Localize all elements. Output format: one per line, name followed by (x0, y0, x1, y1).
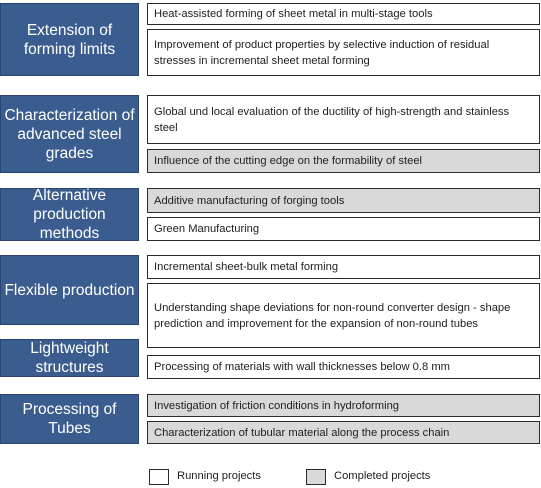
project-tubular-material-characterization: Characterization of tubular material along the process chain (147, 421, 540, 444)
legend-label-completed: Completed projects (334, 470, 431, 482)
project-incremental-sheet-bulk-forming: Incremental sheet-bulk metal forming (147, 255, 540, 279)
category-characterization-of-advanced-steel-grades: Characterization of advanced steel grades (0, 95, 139, 173)
category-alternative-production-methods: Alternative production methods (0, 188, 139, 241)
project-heat-assisted-forming: Heat-assisted forming of sheet metal in multi-stage tools (147, 3, 540, 25)
category-lightweight-structures: Lightweight structures (0, 339, 139, 377)
legend-label-running: Running projects (177, 470, 261, 482)
legend-swatch-completed (306, 469, 326, 485)
category-extension-of-forming-limits: Extension of forming limits (0, 3, 139, 76)
project-additive-manufacturing-forging-tools: Additive manufacturing of forging tools (147, 188, 540, 213)
project-green-manufacturing: Green Manufacturing (147, 217, 540, 241)
project-thin-wall-materials: Processing of materials with wall thicknesses below 0.8 mm (147, 355, 540, 379)
project-ductility-evaluation: Global und local evaluation of the ductility of high-strength and stainless steel (147, 95, 540, 144)
project-residual-stresses-incremental-forming: Improvement of product properties by selective induction of residual stresses in incremental sheet metal forming (147, 29, 540, 76)
project-non-round-tubes: Understanding shape deviations for non-round converter design - shape prediction and improvement for the expansion of non-round tubes (147, 283, 540, 348)
legend-swatch-running (149, 469, 169, 485)
category-processing-of-tubes: Processing of Tubes (0, 394, 139, 444)
project-friction-hydroforming: Investigation of friction conditions in hydroforming (147, 394, 540, 417)
project-cutting-edge-formability: Influence of the cutting edge on the formability of steel (147, 149, 540, 173)
category-flexible-production: Flexible production (0, 255, 139, 325)
